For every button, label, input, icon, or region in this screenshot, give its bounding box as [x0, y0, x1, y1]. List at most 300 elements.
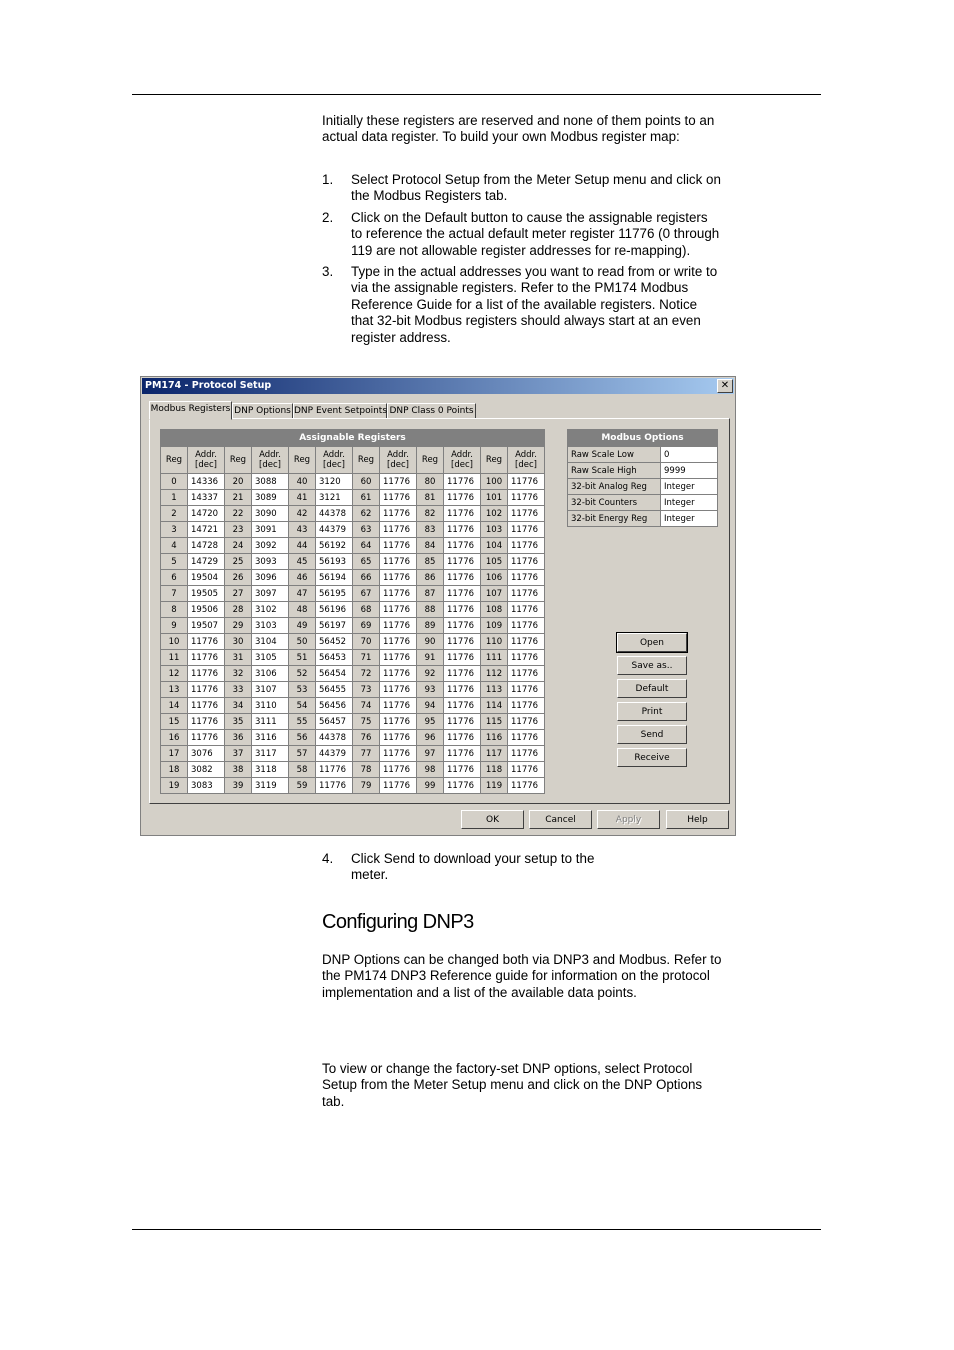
option-row	[568, 447, 718, 463]
reg-cell: 101	[481, 490, 508, 506]
addr-cell[interactable]: 11776	[508, 762, 545, 778]
table-row	[161, 634, 545, 650]
addr-cell[interactable]: 44378	[316, 730, 353, 746]
tab-modbus-registers[interactable]: Modbus Registers	[149, 401, 232, 420]
reg-cell: 23	[225, 522, 252, 538]
addr-cell[interactable]: 3097	[252, 586, 289, 602]
reg-cell: 78	[353, 762, 380, 778]
reg-cell: 80	[417, 474, 444, 490]
reg-cell: 4	[161, 538, 188, 554]
table-row	[161, 506, 545, 522]
table-row	[161, 490, 545, 506]
reg-cell: 22	[225, 506, 252, 522]
option-row	[568, 479, 718, 495]
table-row	[161, 762, 545, 778]
reg-column-header: Reg	[353, 447, 380, 474]
addr-cell[interactable]: 11776	[380, 746, 417, 762]
addr-cell[interactable]: 11776	[444, 778, 481, 794]
addr-cell[interactable]: 3111	[252, 714, 289, 730]
addr-cell[interactable]: 3116	[252, 730, 289, 746]
addr-cell[interactable]: 11776	[380, 666, 417, 682]
reg-cell: 106	[481, 570, 508, 586]
reg-cell: 102	[481, 506, 508, 522]
reg-cell: 97	[417, 746, 444, 762]
addr-cell[interactable]: 11776	[508, 490, 545, 506]
reg-cell: 53	[289, 682, 316, 698]
addr-cell[interactable]: 11776	[380, 682, 417, 698]
addr-cell[interactable]: 14721	[188, 522, 225, 538]
reg-cell: 44	[289, 538, 316, 554]
reg-cell: 111	[481, 650, 508, 666]
reg-cell: 49	[289, 618, 316, 634]
step-text: Select Protocol Setup from the Meter Setup menu and click on the Modbus Registers tab.	[351, 172, 721, 204]
addr-cell[interactable]: 56456	[316, 698, 353, 714]
addr-cell[interactable]: 14720	[188, 506, 225, 522]
reg-cell: 16	[161, 730, 188, 746]
addr-cell[interactable]: 11776	[508, 714, 545, 730]
reg-cell: 34	[225, 698, 252, 714]
reg-cell: 54	[289, 698, 316, 714]
step-text: Click Send to download your setup to the meter.	[351, 851, 595, 883]
addr-cell[interactable]: 11776	[508, 682, 545, 698]
addr-cell[interactable]: 3121	[316, 490, 353, 506]
reg-cell: 89	[417, 618, 444, 634]
table-row	[161, 746, 545, 762]
addr-cell[interactable]: 11776	[380, 490, 417, 506]
option-label: 32-bit Counters	[568, 495, 661, 511]
reg-cell: 103	[481, 522, 508, 538]
addr-cell[interactable]: 11776	[508, 666, 545, 682]
reg-cell: 69	[353, 618, 380, 634]
reg-cell: 67	[353, 586, 380, 602]
addr-cell[interactable]: 11776	[444, 586, 481, 602]
reg-cell: 114	[481, 698, 508, 714]
reg-cell: 39	[225, 778, 252, 794]
reg-cell: 64	[353, 538, 380, 554]
addr-cell[interactable]: 44378	[316, 506, 353, 522]
table-row	[161, 602, 545, 618]
reg-cell: 29	[225, 618, 252, 634]
addr-cell[interactable]: 3110	[252, 698, 289, 714]
addr-cell[interactable]: 11776	[380, 474, 417, 490]
reg-cell: 109	[481, 618, 508, 634]
tab-dnp-class0-points[interactable]: DNP Class 0 Points	[387, 403, 476, 419]
addr-cell[interactable]: 11776	[444, 490, 481, 506]
addr-cell[interactable]: 11776	[444, 634, 481, 650]
addr-cell[interactable]: 11776	[380, 554, 417, 570]
addr-cell[interactable]: 3088	[252, 474, 289, 490]
addr-cell[interactable]: 11776	[380, 698, 417, 714]
addr-cell[interactable]: 11776	[508, 698, 545, 714]
protocol-setup-dialog	[140, 376, 736, 836]
open-button[interactable]: Open	[617, 633, 687, 652]
addr-cell[interactable]: 11776	[508, 586, 545, 602]
reg-cell: 100	[481, 474, 508, 490]
reg-cell: 92	[417, 666, 444, 682]
addr-cell[interactable]: 14336	[188, 474, 225, 490]
addr-cell[interactable]: 3102	[252, 602, 289, 618]
addr-cell[interactable]: 3119	[252, 778, 289, 794]
addr-cell[interactable]: 11776	[444, 698, 481, 714]
reg-cell: 59	[289, 778, 316, 794]
addr-cell[interactable]: 11776	[508, 746, 545, 762]
addr-cell[interactable]: 11776	[444, 762, 481, 778]
reg-cell: 27	[225, 586, 252, 602]
addr-cell[interactable]: 56453	[316, 650, 353, 666]
grid-header-row	[161, 447, 545, 474]
addr-cell[interactable]: 19505	[188, 586, 225, 602]
reg-cell: 65	[353, 554, 380, 570]
addr-cell[interactable]: 11776	[444, 730, 481, 746]
table-row	[161, 730, 545, 746]
addr-cell[interactable]: 11776	[188, 682, 225, 698]
reg-cell: 72	[353, 666, 380, 682]
addr-cell[interactable]: 3096	[252, 570, 289, 586]
reg-cell: 19	[161, 778, 188, 794]
addr-cell[interactable]: 11776	[380, 570, 417, 586]
addr-cell[interactable]: 3107	[252, 682, 289, 698]
table-row	[161, 698, 545, 714]
step-text: Click on the Default button to cause the assignable registers to reference the actual default meter register 11776 (0 through 119 are not allowable register addresses for re-mapping).	[351, 209, 720, 258]
reg-cell: 60	[353, 474, 380, 490]
reg-cell: 24	[225, 538, 252, 554]
addr-cell[interactable]: 3120	[316, 474, 353, 490]
addr-cell[interactable]: 11776	[508, 538, 545, 554]
addr-cell[interactable]: 11776	[380, 634, 417, 650]
reg-cell: 28	[225, 602, 252, 618]
addr-cell[interactable]: 11776	[444, 682, 481, 698]
table-row	[161, 666, 545, 682]
addr-cell[interactable]: 11776	[444, 618, 481, 634]
addr-cell[interactable]: 11776	[508, 634, 545, 650]
option-value[interactable]: Integer	[661, 495, 718, 511]
reg-cell: 47	[289, 586, 316, 602]
addr-cell[interactable]: 11776	[380, 522, 417, 538]
addr-cell[interactable]: 11776	[508, 554, 545, 570]
addr-cell[interactable]: 11776	[188, 698, 225, 714]
addr-cell[interactable]: 56454	[316, 666, 353, 682]
addr-cell[interactable]: 3117	[252, 746, 289, 762]
reg-cell: 82	[417, 506, 444, 522]
addr-cell[interactable]: 11776	[444, 506, 481, 522]
reg-cell: 83	[417, 522, 444, 538]
reg-cell: 35	[225, 714, 252, 730]
reg-cell: 116	[481, 730, 508, 746]
addr-cell[interactable]: 3082	[188, 762, 225, 778]
addr-cell[interactable]: 11776	[316, 762, 353, 778]
reg-column-header: Reg	[417, 447, 444, 474]
reg-cell: 66	[353, 570, 380, 586]
reg-cell: 110	[481, 634, 508, 650]
addr-cell[interactable]: 11776	[380, 730, 417, 746]
addr-cell[interactable]: 11776	[188, 650, 225, 666]
addr-cell[interactable]: 11776	[380, 650, 417, 666]
addr-cell[interactable]: 11776	[380, 602, 417, 618]
send-button[interactable]: Send	[617, 725, 687, 744]
reg-cell: 50	[289, 634, 316, 650]
addr-cell[interactable]: 11776	[444, 714, 481, 730]
addr-cell[interactable]: 11776	[380, 586, 417, 602]
reg-cell: 3	[161, 522, 188, 538]
table-row	[161, 650, 545, 666]
receive-button[interactable]: Receive	[617, 748, 687, 767]
table-row	[161, 538, 545, 554]
reg-cell: 108	[481, 602, 508, 618]
tab-dnp-options[interactable]: DNP Options	[232, 403, 293, 419]
reg-cell: 79	[353, 778, 380, 794]
option-label: Raw Scale Low	[568, 447, 661, 463]
addr-cell[interactable]: 11776	[380, 618, 417, 634]
addr-column-header: Addr. [dec]	[444, 447, 481, 474]
apply-label: Apply	[615, 815, 642, 825]
reg-cell: 2	[161, 506, 188, 522]
addr-cell[interactable]: 3076	[188, 746, 225, 762]
reg-cell: 56	[289, 730, 316, 746]
table-row	[161, 474, 545, 490]
step-4	[322, 851, 602, 884]
addr-cell[interactable]: 11776	[316, 778, 353, 794]
step-1	[322, 172, 722, 205]
reg-cell: 86	[417, 570, 444, 586]
option-value[interactable]: Integer	[661, 511, 718, 527]
help-button[interactable]: Help	[666, 810, 729, 829]
addr-cell[interactable]: 11776	[444, 650, 481, 666]
reg-cell: 46	[289, 570, 316, 586]
ok-button[interactable]: OK	[461, 810, 524, 829]
addr-cell[interactable]: 11776	[380, 538, 417, 554]
dnp-view-paragraph: To view or change the factory-set DNP options, select Protocol Setup from the Meter Setup menu and click on the DNP Options tab.	[322, 1061, 703, 1109]
addr-cell[interactable]: 3106	[252, 666, 289, 682]
addr-column-header: Addr. [dec]	[508, 447, 545, 474]
addr-cell[interactable]: 3103	[252, 618, 289, 634]
reg-cell: 98	[417, 762, 444, 778]
addr-cell[interactable]: 56196	[316, 602, 353, 618]
reg-cell: 32	[225, 666, 252, 682]
reg-cell: 70	[353, 634, 380, 650]
addr-column-header: Addr. [dec]	[316, 447, 353, 474]
option-value[interactable]: 9999	[661, 463, 718, 479]
reg-cell: 90	[417, 634, 444, 650]
reg-cell: 93	[417, 682, 444, 698]
grid-title: Assignable Registers	[161, 430, 545, 447]
default-button[interactable]: Default	[617, 679, 687, 698]
reg-cell: 41	[289, 490, 316, 506]
reg-cell: 30	[225, 634, 252, 650]
step-number: 2.	[322, 209, 334, 225]
addr-cell[interactable]: 14729	[188, 554, 225, 570]
reg-column-header: Reg	[289, 447, 316, 474]
addr-cell[interactable]: 3118	[252, 762, 289, 778]
dialog-title: PM174 - Protocol Setup	[145, 380, 272, 391]
reg-cell: 99	[417, 778, 444, 794]
addr-cell[interactable]: 11776	[508, 474, 545, 490]
addr-cell[interactable]: 11776	[444, 554, 481, 570]
reg-cell: 107	[481, 586, 508, 602]
option-row	[568, 511, 718, 527]
addr-cell[interactable]: 56194	[316, 570, 353, 586]
addr-cell[interactable]: 3092	[252, 538, 289, 554]
step-number: 3.	[322, 264, 334, 280]
reg-cell: 43	[289, 522, 316, 538]
addr-cell[interactable]: 11776	[380, 506, 417, 522]
option-label: 32-bit Energy Reg	[568, 511, 661, 527]
addr-cell[interactable]: 56195	[316, 586, 353, 602]
print-button[interactable]: Print	[617, 702, 687, 721]
addr-cell[interactable]: 11776	[380, 778, 417, 794]
reg-cell: 21	[225, 490, 252, 506]
addr-cell[interactable]: 11776	[444, 522, 481, 538]
addr-cell[interactable]: 11776	[444, 474, 481, 490]
addr-cell[interactable]: 11776	[508, 570, 545, 586]
addr-column-header: Addr. [dec]	[188, 447, 225, 474]
reg-cell: 45	[289, 554, 316, 570]
addr-cell[interactable]: 56452	[316, 634, 353, 650]
reg-cell: 15	[161, 714, 188, 730]
addr-cell[interactable]: 19506	[188, 602, 225, 618]
step-text: Type in the actual addresses you want to read from or write to via the assignable registers. Refer to the PM174 Modbus Reference Guide for a list of the available registers. Notice that 32-bit Modbus registers should always start at an even register address.	[351, 264, 718, 345]
addr-cell[interactable]: 11776	[508, 602, 545, 618]
option-label: Raw Scale High	[568, 463, 661, 479]
reg-cell: 12	[161, 666, 188, 682]
addr-cell[interactable]: 11776	[188, 730, 225, 746]
section-heading: Configuring DNP3	[322, 911, 474, 933]
reg-cell: 0	[161, 474, 188, 490]
addr-cell[interactable]: 44379	[316, 746, 353, 762]
addr-cell[interactable]: 14337	[188, 490, 225, 506]
addr-cell[interactable]: 44379	[316, 522, 353, 538]
reg-cell: 20	[225, 474, 252, 490]
reg-cell: 104	[481, 538, 508, 554]
reg-cell: 113	[481, 682, 508, 698]
save-as-button[interactable]: Save as..	[617, 656, 687, 675]
addr-cell[interactable]: 3090	[252, 506, 289, 522]
addr-cell[interactable]: 11776	[380, 714, 417, 730]
option-value[interactable]: 0	[661, 447, 718, 463]
reg-cell: 5	[161, 554, 188, 570]
reg-cell: 77	[353, 746, 380, 762]
reg-cell: 17	[161, 746, 188, 762]
addr-cell[interactable]: 3105	[252, 650, 289, 666]
addr-cell[interactable]: 11776	[188, 634, 225, 650]
reg-cell: 55	[289, 714, 316, 730]
table-row	[161, 554, 545, 570]
dnp-paragraph: DNP Options can be changed both via DNP3 and Modbus. Refer to the PM174 DNP3 Reference guide for information on the protocol implementation and a list of the available data points.	[322, 952, 722, 1000]
table-row	[161, 714, 545, 730]
reg-cell: 117	[481, 746, 508, 762]
addr-cell[interactable]: 11776	[508, 778, 545, 794]
option-value[interactable]: Integer	[661, 479, 718, 495]
addr-cell[interactable]: 14728	[188, 538, 225, 554]
table-row	[161, 522, 545, 538]
addr-cell[interactable]: 11776	[444, 666, 481, 682]
addr-cell[interactable]: 3093	[252, 554, 289, 570]
table-row	[161, 778, 545, 794]
addr-cell[interactable]: 56193	[316, 554, 353, 570]
reg-column-header: Reg	[481, 447, 508, 474]
addr-cell[interactable]: 11776	[508, 618, 545, 634]
reg-cell: 68	[353, 602, 380, 618]
reg-cell: 33	[225, 682, 252, 698]
apply-button[interactable]	[597, 810, 660, 829]
addr-cell[interactable]: 56192	[316, 538, 353, 554]
cancel-button[interactable]: Cancel	[529, 810, 592, 829]
addr-cell[interactable]: 19504	[188, 570, 225, 586]
steps-list-continued	[322, 851, 602, 889]
reg-column-header: Reg	[161, 447, 188, 474]
reg-cell: 14	[161, 698, 188, 714]
reg-cell: 71	[353, 650, 380, 666]
reg-cell: 88	[417, 602, 444, 618]
addr-cell[interactable]: 3091	[252, 522, 289, 538]
reg-cell: 25	[225, 554, 252, 570]
reg-cell: 87	[417, 586, 444, 602]
addr-cell[interactable]: 11776	[508, 650, 545, 666]
addr-cell[interactable]: 3089	[252, 490, 289, 506]
option-row	[568, 463, 718, 479]
addr-cell[interactable]: 11776	[444, 570, 481, 586]
reg-cell: 63	[353, 522, 380, 538]
reg-cell: 18	[161, 762, 188, 778]
reg-cell: 115	[481, 714, 508, 730]
reg-cell: 6	[161, 570, 188, 586]
step-number: 4.	[322, 851, 334, 866]
addr-cell[interactable]: 11776	[508, 506, 545, 522]
table-row	[161, 682, 545, 698]
addr-cell[interactable]: 11776	[508, 522, 545, 538]
reg-cell: 36	[225, 730, 252, 746]
reg-cell: 84	[417, 538, 444, 554]
intro-paragraph: Initially these registers are reserved and none of them points to an actual data register. To build your own Modbus register map:	[322, 113, 715, 145]
table-row	[161, 570, 545, 586]
steps-list	[322, 172, 722, 351]
reg-cell: 75	[353, 714, 380, 730]
addr-cell[interactable]: 11776	[444, 746, 481, 762]
addr-cell[interactable]: 56197	[316, 618, 353, 634]
addr-cell[interactable]: 3083	[188, 778, 225, 794]
close-icon[interactable]: ✕	[717, 379, 733, 393]
addr-cell[interactable]: 11776	[188, 666, 225, 682]
addr-cell[interactable]: 11776	[380, 762, 417, 778]
addr-cell[interactable]: 11776	[444, 602, 481, 618]
reg-cell: 118	[481, 762, 508, 778]
grid-body	[161, 474, 545, 794]
addr-cell[interactable]: 11776	[188, 714, 225, 730]
option-row	[568, 495, 718, 511]
addr-cell[interactable]: 11776	[508, 730, 545, 746]
step-2	[322, 210, 722, 259]
addr-cell[interactable]: 19507	[188, 618, 225, 634]
reg-cell: 51	[289, 650, 316, 666]
reg-cell: 11	[161, 650, 188, 666]
addr-column-header: Addr. [dec]	[252, 447, 289, 474]
top-rule	[132, 94, 821, 95]
addr-cell[interactable]: 56457	[316, 714, 353, 730]
reg-cell: 1	[161, 490, 188, 506]
tab-dnp-event-setpoints[interactable]: DNP Event Setpoints	[293, 403, 387, 419]
reg-cell: 52	[289, 666, 316, 682]
reg-cell: 38	[225, 762, 252, 778]
addr-cell[interactable]: 3104	[252, 634, 289, 650]
reg-cell: 119	[481, 778, 508, 794]
bottom-rule	[132, 1229, 821, 1230]
reg-cell: 112	[481, 666, 508, 682]
assignable-registers-grid	[160, 429, 545, 794]
reg-cell: 95	[417, 714, 444, 730]
reg-cell: 10	[161, 634, 188, 650]
addr-cell[interactable]: 56455	[316, 682, 353, 698]
reg-cell: 13	[161, 682, 188, 698]
addr-cell[interactable]: 11776	[444, 538, 481, 554]
